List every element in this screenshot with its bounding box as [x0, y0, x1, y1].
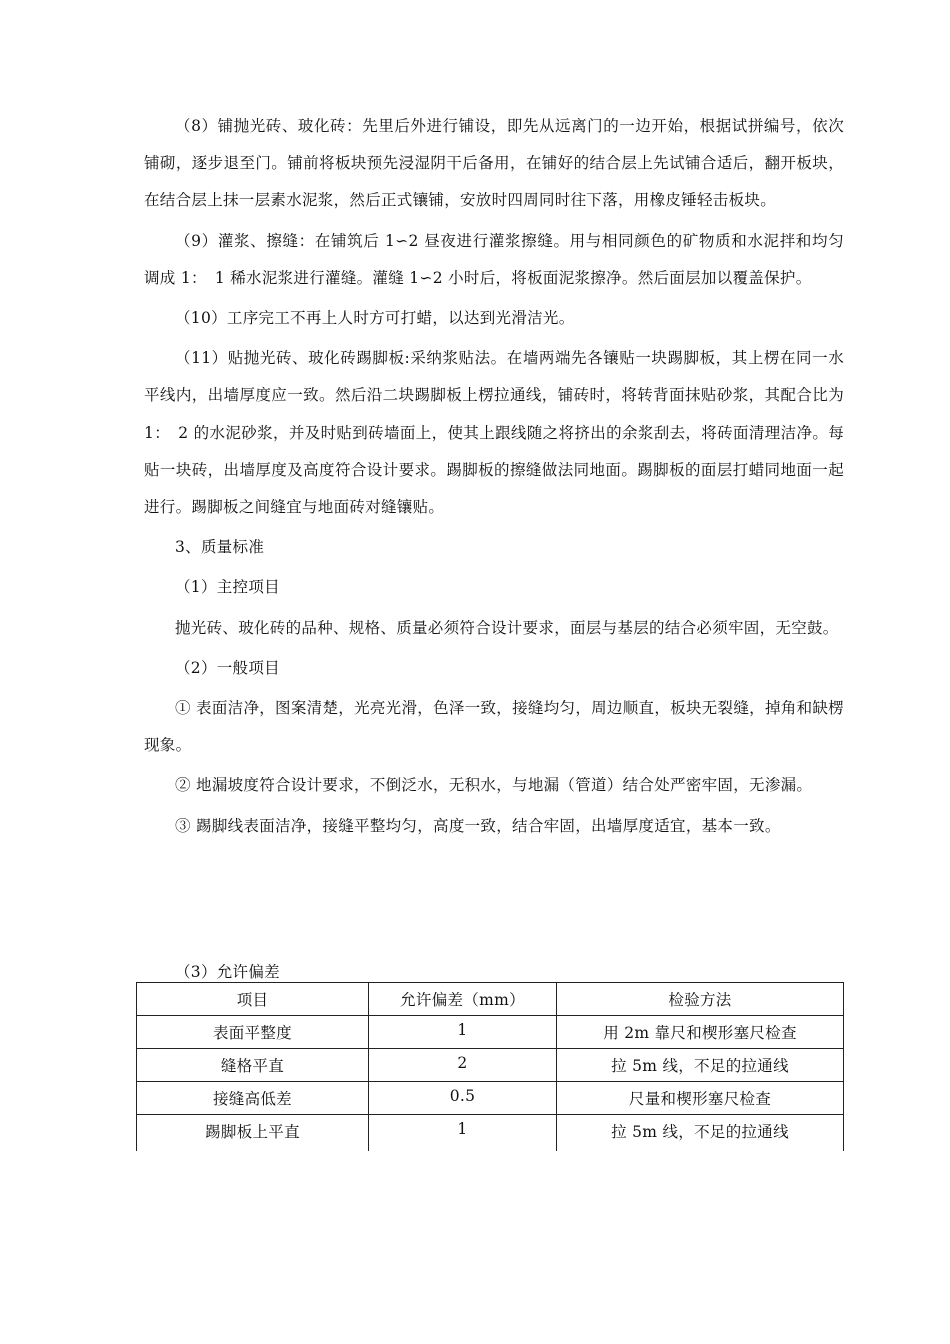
cell-item: 表面平整度: [137, 1016, 369, 1049]
section-heading-quality-standard: 3、质量标准: [175, 538, 265, 557]
header-item: 项目: [137, 983, 369, 1016]
header-method: 检验方法: [557, 983, 844, 1016]
paragraph-general-item-1: ① 表面洁净，图案清楚，光亮光滑，色泽一致，接缝均匀，周边顺直，板块无裂缝，掉角和缺楞现象。: [144, 699, 844, 755]
table-row: [137, 1049, 844, 1082]
cell-item: 接缝高低差: [137, 1082, 369, 1115]
cell-tolerance: 2: [369, 1049, 557, 1082]
paragraph-general-item-3: ③ 踢脚线表面洁净，接缝平整均匀，高度一致，结合牢固，出墙厚度适宜，基本一致。: [175, 816, 781, 835]
cell-item: 缝格平直: [137, 1049, 369, 1082]
header-tolerance: 允许偏差（mm）: [369, 983, 557, 1016]
cell-item: 踢脚板上平直: [137, 1115, 369, 1151]
paragraph-step-9: （9）灌浆、擦缝：在铺筑后 1∽2 昼夜进行灌浆擦缝。用与相同颜色的矿物质和水泥拌和均匀调成 1： 1 稀水泥浆进行灌缝。灌缝 1∽2 小时后，将板面泥浆擦净。然后面层加以覆盖保护。: [144, 231, 844, 287]
table-row: [137, 1115, 844, 1151]
table-header-row: [137, 983, 844, 1016]
cell-method: 拉 5m 线，不足的拉通线: [557, 1049, 844, 1082]
paragraph-step-10: （10）工序完工不再上人时方可打蜡，以达到光滑洁光。: [175, 309, 575, 328]
subheading-general-items: （2）一般项目: [175, 658, 280, 677]
paragraph-step-8: （8）铺抛光砖、玻化砖：先里后外进行铺设，即先从远离门的一边开始，根据试拼编号，依次铺砌，逐步退至门。铺前将板块预先浸湿阴干后备用，在铺好的结合层上先试铺合适后，翻开板块，在结合层上抹一层素水泥浆，然后正式镶铺，安放时四周同时往下落，用橡皮锤轻击板块。: [144, 117, 844, 210]
table-row: [137, 1082, 844, 1115]
subheading-main-control-items: （1）主控项目: [175, 578, 280, 597]
cell-method: 用 2m 靠尺和楔形塞尺检查: [557, 1016, 844, 1049]
paragraph-general-item-2: ② 地漏坡度符合设计要求，不倒泛水，无积水，与地漏（管道）结合处严密牢固，无渗漏。: [175, 776, 813, 795]
cell-method: 尺量和楔形塞尺检查: [557, 1082, 844, 1115]
paragraph-main-control: 抛光砖、玻化砖的品种、规格、质量必须符合设计要求，面层与基层的结合必须牢固，无空鼓。: [175, 618, 839, 637]
table-row: [137, 1016, 844, 1049]
table-caption: （3）允许偏差: [175, 963, 280, 981]
tolerance-table: [136, 982, 844, 1151]
cell-tolerance: 1: [369, 1016, 557, 1049]
body-text: [144, 108, 844, 845]
cell-tolerance: 0.5: [369, 1082, 557, 1115]
cell-method: 拉 5m 线，不足的拉通线: [557, 1115, 844, 1151]
cell-tolerance: 1: [369, 1115, 557, 1151]
paragraph-step-11: （11）贴抛光砖、玻化砖踢脚板:采纳浆贴法。在墙两端先各镶贴一块踢脚板，其上楞在同一水平线内，出墙厚度应一致。然后沿二块踢脚板上楞拉通线，铺砖时，将转背面抹贴砂浆，其配合比为 1： 2 的水泥砂浆，并及时贴到砖墙面上，使其上跟线随之将挤出的余浆刮去，将砖面清理洁净。每贴一块砖，出墙厚度及高度符合设计要求。踢脚板的擦缝做法同地面。踢脚板的面层打蜡同地面一起进行。踢脚板之间缝宜与地面砖对缝镶贴。: [144, 349, 844, 517]
